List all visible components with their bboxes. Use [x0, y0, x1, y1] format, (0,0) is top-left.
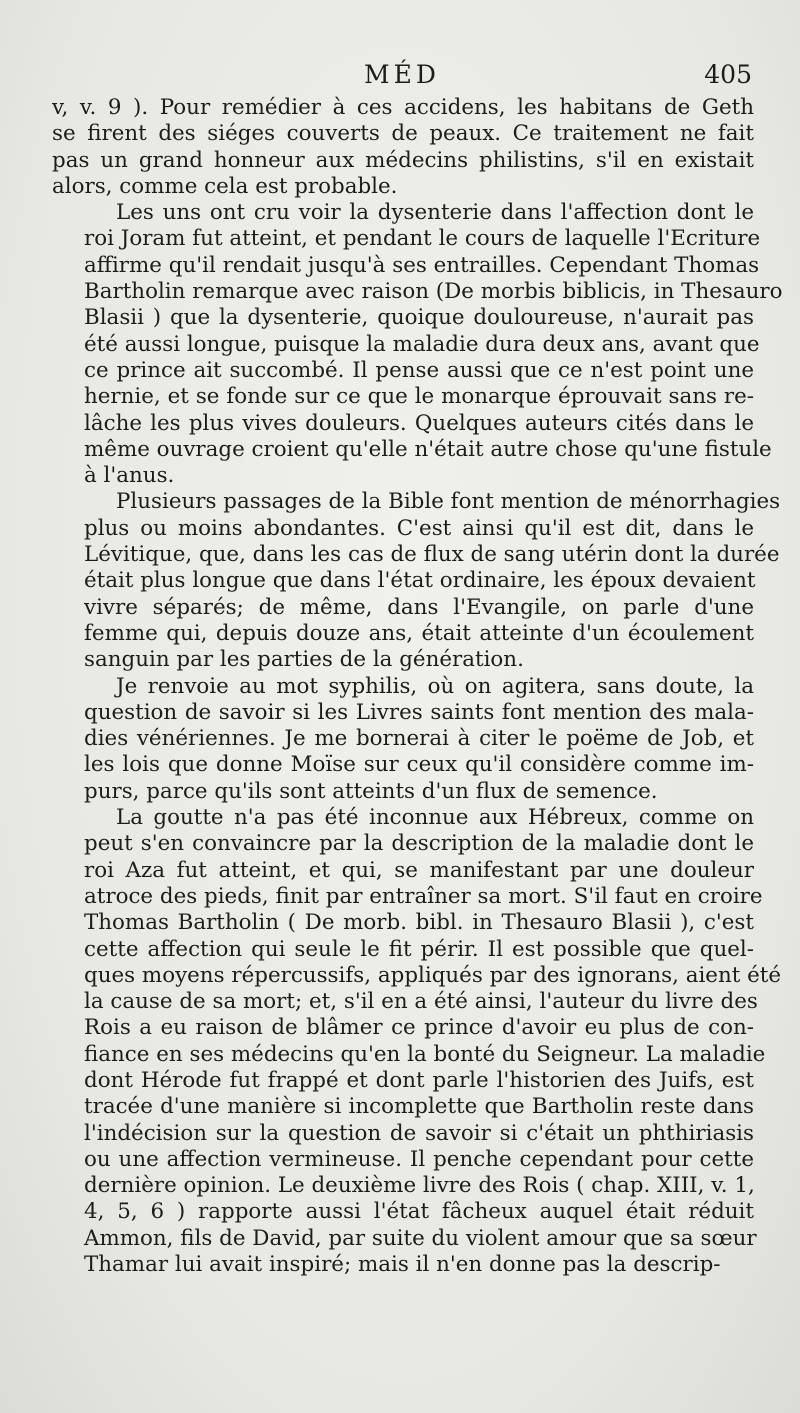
text-line: roi Joram fut atteint, et pendant le cours de laquelle l'Ecriture	[84, 226, 761, 252]
text-line: cette affection qui seule le fit périr. Il est possible que quel-	[84, 936, 754, 962]
text-line: pas un grand honneur aux médecins philistins, s'il en existait	[52, 147, 754, 173]
text-line: se firent des siéges couverts de peaux. Ce traitement ne fait	[52, 121, 754, 147]
text-line: peut s'en convaincre par la description de la maladie dont le	[84, 831, 754, 857]
paragraph	[52, 674, 754, 805]
text-line: sanguin par les parties de la génération.	[84, 647, 524, 673]
text-line: les lois que donne Moïse sur ceux qu'il considère comme im-	[84, 752, 754, 778]
page-header	[52, 60, 752, 94]
text-line: Plusieurs passages de la Bible font mention de ménorrhagies	[116, 489, 781, 515]
text-line: purs, parce qu'ils sont atteints d'un flux de semence.	[84, 778, 658, 804]
text-line: Rois a eu raison de blâmer ce prince d'avoir eu plus de con-	[84, 1015, 754, 1041]
text-line: ou une affection vermineuse. Il penche cependant pour cette	[84, 1146, 754, 1172]
text-line: atroce des pieds, finit par entraîner sa mort. S'il faut en croire	[84, 883, 763, 909]
text-line: ques moyens répercussifs, appliqués par des ignorans, aient été	[84, 962, 782, 988]
text-line: lâche les plus vives douleurs. Quelques auteurs cités dans le	[84, 410, 754, 436]
page-body	[52, 95, 783, 1278]
text-line: ce prince ait succombé. Il pense aussi que ce n'est point une	[84, 357, 754, 383]
text-line: Je renvoie au mot syphilis, où on agitera, sans doute, la	[116, 673, 754, 699]
text-line: dies vénériennes. Je me bornerai à citer le poëme de Job, et	[84, 726, 754, 752]
text-line: même ouvrage croient qu'elle n'était autre chose qu'une fistule	[84, 436, 772, 462]
text-line: Blasii ) que la dysenterie, quoique douloureuse, n'aurait pas	[84, 305, 754, 331]
text-line: fiance en ses médecins qu'en la bonté du Seigneur. La maladie	[84, 1041, 766, 1067]
text-line: affirme qu'il rendait jusqu'à ses entrailles. Cependant Thomas	[84, 252, 760, 278]
text-line: l'indécision sur la question de savoir si c'était un phthiriasis	[84, 1120, 754, 1146]
text-line: plus ou moins abondantes. C'est ainsi qu'il est dit, dans le	[84, 515, 754, 541]
text-line: roi Aza fut atteint, et qui, se manifestant par une douleur	[84, 857, 754, 883]
text-line: dont Hérode fut frappé et dont parle l'historien des Juifs, est	[84, 1067, 754, 1093]
text-line: hernie, et se fonde sur ce que le monarque éprouvait sans re-	[84, 384, 754, 410]
text-line: dernière opinion. Le deuxième livre des Rois ( chap. XIII, v. 1,	[84, 1173, 755, 1199]
text-line: été aussi longue, puisque la maladie dura deux ans, avant que	[84, 331, 760, 357]
paragraph	[52, 489, 781, 673]
text-line: Thamar lui avait inspiré; mais il n'en donne pas la descrip-	[84, 1252, 721, 1278]
paragraph	[52, 200, 783, 489]
text-line: La goutte n'a pas été inconnue aux Hébreux, comme on	[116, 805, 754, 831]
text-line: était plus longue que dans l'état ordinaire, les époux devaient	[84, 568, 756, 594]
text-line: à l'anus.	[84, 463, 175, 489]
text-line: Ammon, fils de David, par suite du violent amour que sa sœur	[84, 1225, 757, 1251]
running-title: MÉD	[364, 60, 440, 89]
page-number: 405	[704, 60, 752, 89]
paragraph	[52, 95, 754, 200]
text-line: alors, comme cela est probable.	[52, 173, 398, 199]
paragraph	[52, 805, 782, 1278]
text-line: 4, 5, 6 ) rapporte aussi l'état fâcheux auquel était réduit	[84, 1199, 754, 1225]
text-line: vivre séparés; de même, dans l'Evangile, on parle d'une	[84, 594, 754, 620]
text-line: v, v. 9 ). Pour remédier à ces accidens, les habitans de Geth	[52, 95, 754, 120]
text-line: Bartholin remarque avec raison (De morbis biblicis, in Thesauro	[84, 279, 783, 305]
text-line: Lévitique, que, dans les cas de flux de sang utérin dont la durée	[84, 542, 780, 568]
text-line: question de savoir si les Livres saints font mention des mala-	[84, 699, 754, 725]
text-line: femme qui, depuis douze ans, était atteinte d'un écoulement	[84, 620, 754, 646]
text-line: Thomas Bartholin ( De morb. bibl. in Thesauro Blasii ), c'est	[84, 910, 754, 936]
text-line: Les uns ont cru voir la dysenterie dans l'affection dont le	[116, 200, 754, 226]
text-line: la cause de sa mort; et, s'il en a été ainsi, l'auteur du livre des	[84, 989, 758, 1015]
text-line: tracée d'une manière si incomplette que Bartholin reste dans	[84, 1094, 754, 1120]
